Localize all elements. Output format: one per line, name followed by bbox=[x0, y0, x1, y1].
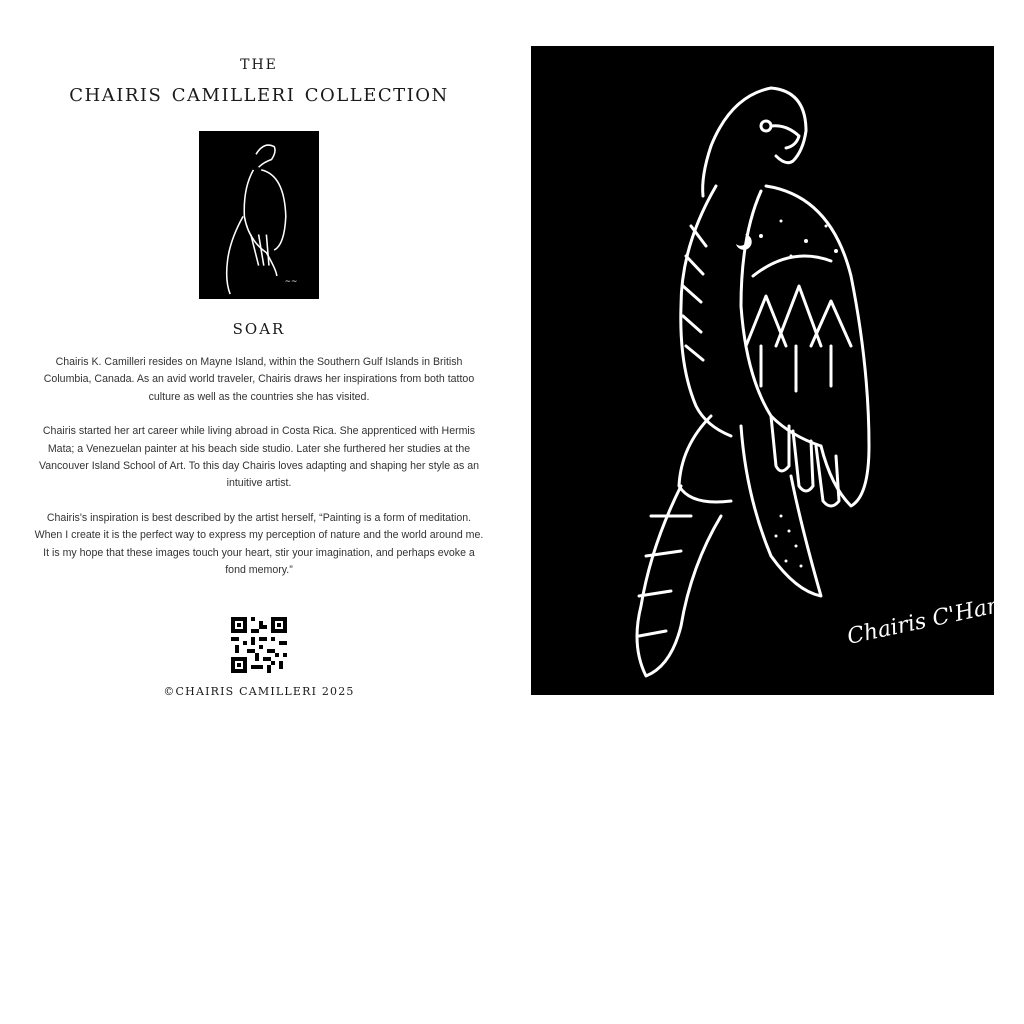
info-panel bbox=[30, 50, 488, 698]
artwork-panel bbox=[531, 46, 994, 695]
qr-code[interactable] bbox=[231, 617, 287, 673]
copyright-notice: ©CHAIRIS CAMILLERI 2025 bbox=[163, 685, 355, 699]
eagle-illustration bbox=[531, 46, 994, 695]
bio-paragraph-1: Chairis K. Camilleri resides on Mayne Island, within the Southern Gulf Islands in British Columbia, Canada. As an avid world traveler, Chairis draws her inspirations from both tattoo culture as well as the countries she has visited. bbox=[43, 356, 475, 403]
artwork-thumbnail bbox=[199, 131, 319, 299]
header-the: the bbox=[240, 50, 278, 74]
artwork-title: soar bbox=[232, 315, 286, 340]
bio-paragraph-3: Chairis's inspiration is best described by the artist herself, “Painting is a form of meditation. When I create it is the perfect way to express my perception of nature and the world around me. It is my hope that these images touch your heart, stir your imagination, and perhaps evoke a fond memory.” bbox=[34, 511, 484, 577]
thumbnail-eagle-drawing bbox=[199, 131, 319, 299]
collection-title: chairis camilleri collection bbox=[69, 78, 449, 107]
artist-signature: Chairis C'Hari bbox=[845, 592, 994, 650]
bio-paragraph-2: Chairis started her art career while living abroad in Costa Rica. She apprenticed with Hermis Mata; a Venezuelan painter at his beach side studio. Later she furthered her studies at the Vancouver Island School of Art. To this day Chairis loves adapting and shaping her style as an intuitive artist. bbox=[38, 425, 480, 490]
svg-text:~~: ~~ bbox=[284, 276, 298, 286]
